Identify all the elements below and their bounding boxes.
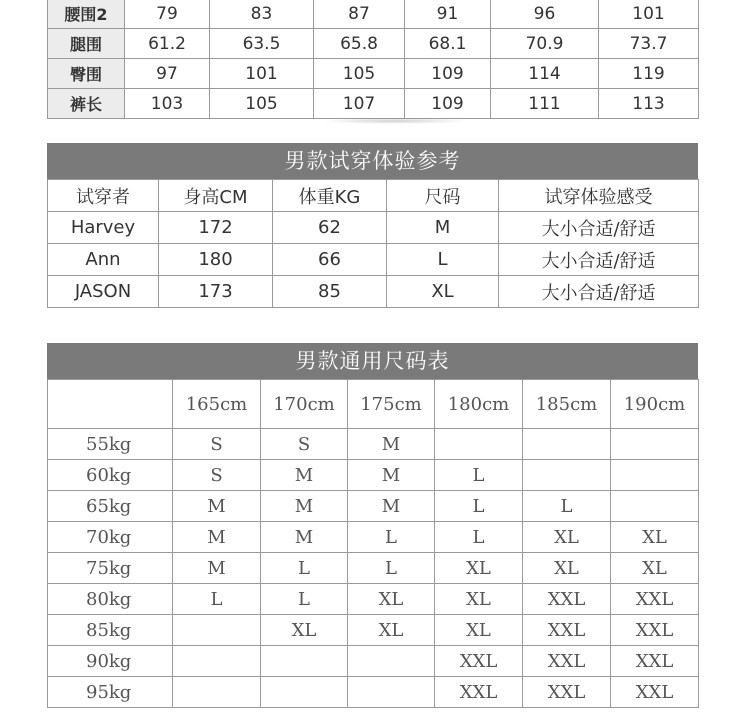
size-cell: XXL [435,677,523,708]
size-cell: XXL [523,615,611,646]
size-cell [348,646,435,677]
size-cell: L [435,522,523,553]
table-cell: 大小合适/舒适 [499,276,699,308]
size-cell: XL [523,553,611,584]
size-cell: XL [348,584,435,615]
size-cell [523,460,611,491]
table-cell: M [387,212,499,244]
size-cell: XL [348,615,435,646]
table-header-row [48,380,699,429]
table-cell: 85 [273,276,387,308]
size-cell: M [348,429,435,460]
table-row [48,244,699,276]
height-header: 185cm [523,380,611,429]
size-cell: L [435,491,523,522]
column-header: 尺码 [387,180,499,212]
table-row [48,276,699,308]
table-cell: 172 [159,212,273,244]
table-row [48,584,699,615]
table-cell: 105 [314,59,405,89]
size-cell [173,615,261,646]
table-row [48,460,699,491]
table-cell: 大小合适/舒适 [499,212,699,244]
table-cell: 79 [125,0,210,29]
table-cell: 101 [210,59,314,89]
size-cell: XL [611,522,699,553]
height-header: 190cm [611,380,699,429]
table-row [48,522,699,553]
table-cell: 66 [273,244,387,276]
table-cell: 68.1 [405,29,491,59]
size-cell: L [348,553,435,584]
size-cell [173,677,261,708]
size-cell: XXL [611,646,699,677]
size-cell: XL [261,615,348,646]
row-label: 臀围 [48,59,125,89]
size-cell [611,491,699,522]
column-header: 体重KG [273,180,387,212]
column-header: 试穿体验感受 [499,180,699,212]
table-row [48,677,699,708]
weight-label: 70kg [48,522,173,553]
table-cell: Ann [48,244,159,276]
size-cell: S [173,429,261,460]
size-cell: XL [435,553,523,584]
table-row [48,89,699,119]
weight-label: 85kg [48,615,173,646]
size-cell [261,677,348,708]
table-cell: 73.7 [599,29,699,59]
table-row [48,212,699,244]
table-cell: 111 [491,89,599,119]
table-cell: 180 [159,244,273,276]
size-cell: XL [435,584,523,615]
size-cell: L [261,553,348,584]
height-header: 165cm [173,380,261,429]
table-cell: 83 [210,0,314,29]
table-cell: 63.5 [210,29,314,59]
size-cell: L [261,584,348,615]
weight-label: 90kg [48,646,173,677]
table-cell: 65.8 [314,29,405,59]
size-cell: M [173,553,261,584]
table-row [48,59,699,89]
size-cell [348,677,435,708]
table-cell: 91 [405,0,491,29]
table-cell: 97 [125,59,210,89]
table-cell: 103 [125,89,210,119]
size-cell [173,646,261,677]
size-cell: M [173,491,261,522]
size-cell [261,646,348,677]
table-cell: 101 [599,0,699,29]
table-cell: JASON [48,276,159,308]
weight-label: 95kg [48,677,173,708]
table-cell: 62 [273,212,387,244]
table-row [48,491,699,522]
table-shadow [320,118,470,124]
table-cell: 大小合适/舒适 [499,244,699,276]
column-header: 试穿者 [48,180,159,212]
weight-label: 55kg [48,429,173,460]
table-row [48,615,699,646]
size-cell: L [173,584,261,615]
size-cell: XXL [611,615,699,646]
table-cell: 173 [159,276,273,308]
size-cell: XXL [523,584,611,615]
size-cell: M [261,522,348,553]
table-cell: 87 [314,0,405,29]
table-row [48,646,699,677]
size-cell: M [348,460,435,491]
table-cell: Harvey [48,212,159,244]
size-cell: M [261,460,348,491]
table-cell: 114 [491,59,599,89]
table-cell: 119 [599,59,699,89]
row-label: 腿围 [48,29,125,59]
table-cell: XL [387,276,499,308]
size-cell [611,429,699,460]
table-cell: 109 [405,59,491,89]
size-cell: L [435,460,523,491]
table-cell: 96 [491,0,599,29]
table-cell: 107 [314,89,405,119]
fit-table-title: 男款试穿体验参考 [47,143,698,179]
table-header-row [48,180,699,212]
size-cell: XL [523,522,611,553]
size-cell [523,429,611,460]
size-chart-table [47,379,699,708]
table-cell: 70.9 [491,29,599,59]
table-cell: 105 [210,89,314,119]
size-cell: L [348,522,435,553]
measurement-table [47,0,699,119]
table-cell: 109 [405,89,491,119]
column-header: 身高CM [159,180,273,212]
row-label: 裤长 [48,89,125,119]
size-cell: XXL [611,584,699,615]
size-cell: XL [435,615,523,646]
size-cell: M [261,491,348,522]
size-cell: XXL [611,677,699,708]
height-header: 170cm [261,380,348,429]
table-cell: 113 [599,89,699,119]
size-cell: XXL [523,677,611,708]
size-cell [611,460,699,491]
size-cell: XXL [435,646,523,677]
size-cell: XXL [523,646,611,677]
weight-label: 65kg [48,491,173,522]
size-cell: S [261,429,348,460]
size-cell: S [173,460,261,491]
size-cell: XL [611,553,699,584]
weight-label: 60kg [48,460,173,491]
row-label: 腰围2 [48,0,125,29]
table-cell: L [387,244,499,276]
height-header: 180cm [435,380,523,429]
size-cell [435,429,523,460]
weight-label: 75kg [48,553,173,584]
height-header: 175cm [348,380,435,429]
table-row [48,429,699,460]
size-chart-title: 男款通用尺码表 [47,343,698,379]
size-cell: M [348,491,435,522]
table-row [48,0,699,29]
table-row [48,553,699,584]
fit-reference-table [47,179,699,308]
corner-cell [48,380,173,429]
size-cell: M [173,522,261,553]
table-cell: 61.2 [125,29,210,59]
size-cell: L [523,491,611,522]
weight-label: 80kg [48,584,173,615]
table-row [48,29,699,59]
